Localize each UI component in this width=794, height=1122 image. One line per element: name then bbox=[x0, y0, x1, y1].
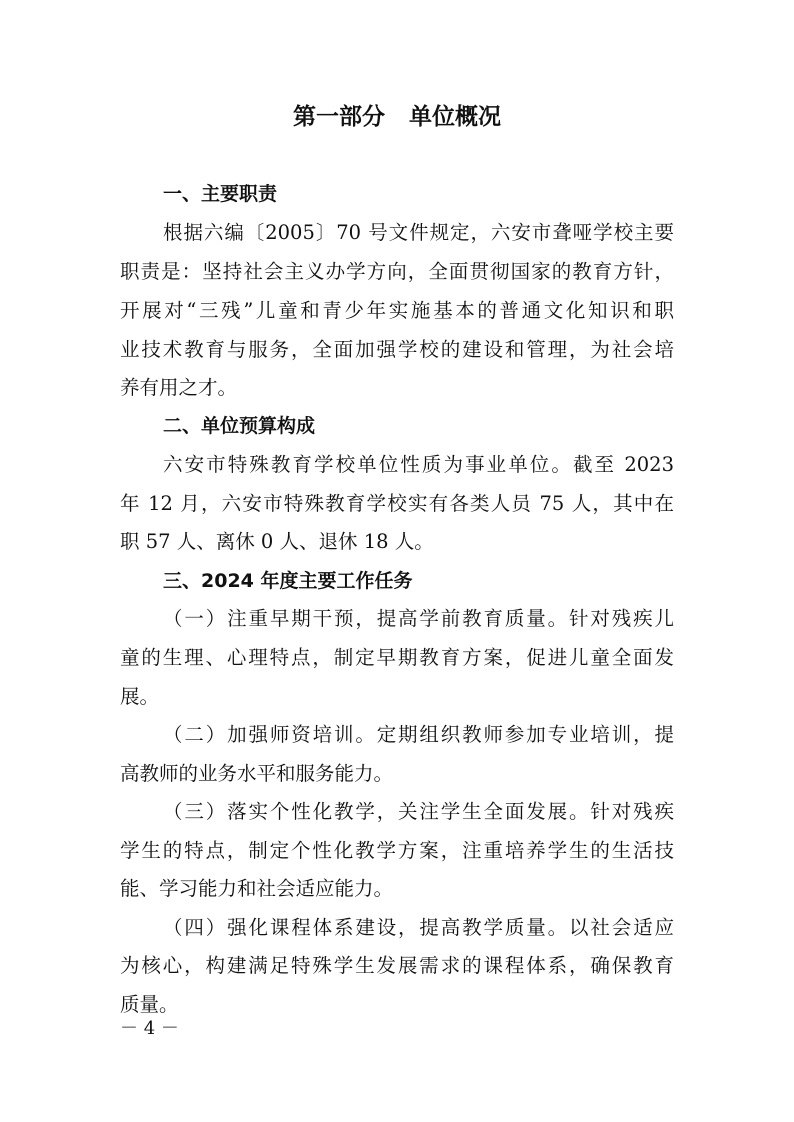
page-title bbox=[0, 97, 794, 137]
page-number: － 4 － bbox=[120, 1018, 179, 1039]
title-part: 第一部分 bbox=[293, 104, 385, 130]
paragraph-line: 职 57 人、离休 0 人、退休 18 人。 bbox=[120, 530, 434, 553]
title-name: 单位概况 bbox=[409, 104, 501, 130]
paragraph-line: 学生的特点，制定个性化教学方案，注重培养学生的生活技 bbox=[120, 839, 674, 862]
paragraph-line: 开展对“三残”儿童和青少年实施基本的普通文化知识和职 bbox=[120, 299, 674, 322]
paragraph-line: 养有用之才。 bbox=[120, 376, 238, 399]
paragraph-line: 高教师的业务水平和服务能力。 bbox=[120, 762, 394, 785]
paragraph-line: 六安市特殊教育学校单位性质为事业单位。截至 2023 bbox=[163, 453, 674, 476]
paragraph-line: 童的生理、心理特点，制定早期教育方案，促进儿童全面发 bbox=[120, 646, 674, 669]
paragraph-line: （一）注重早期干预，提高学前教育质量。针对残疾儿 bbox=[163, 607, 674, 630]
section-heading-budget: 二、单位预算构成 bbox=[163, 415, 316, 437]
paragraph-line: 职责是：坚持社会主义办学方向，全面贯彻国家的教育方针， bbox=[120, 260, 674, 283]
paragraph-line: 能、学习能力和社会适应能力。 bbox=[120, 877, 394, 900]
paragraph-line: 根据六编〔2005〕70 号文件规定，六安市聋哑学校主要 bbox=[163, 221, 674, 244]
section-heading-tasks: 三、2024 年度主要工作任务 bbox=[163, 570, 413, 592]
paragraph-line: 为核心，构建满足特殊学生发展需求的课程体系，确保教育 bbox=[120, 954, 674, 977]
paragraph-line: 质量。 bbox=[120, 993, 179, 1016]
paragraph-line: （四）强化课程体系建设，提高教学质量。以社会适应 bbox=[163, 916, 674, 939]
paragraph-line: （三）落实个性化教学，关注学生全面发展。针对残疾 bbox=[163, 800, 674, 823]
paragraph-line: 业技术教育与服务，全面加强学校的建设和管理，为社会培 bbox=[120, 338, 674, 361]
section-heading-duties: 一、主要职责 bbox=[163, 183, 278, 205]
paragraph-line: 展。 bbox=[120, 685, 160, 708]
paragraph-line: （二）加强师资培训。定期组织教师参加专业培训，提 bbox=[163, 723, 674, 746]
paragraph-line: 年 12 月，六安市特殊教育学校实有各类人员 75 人，其中在 bbox=[120, 492, 674, 515]
